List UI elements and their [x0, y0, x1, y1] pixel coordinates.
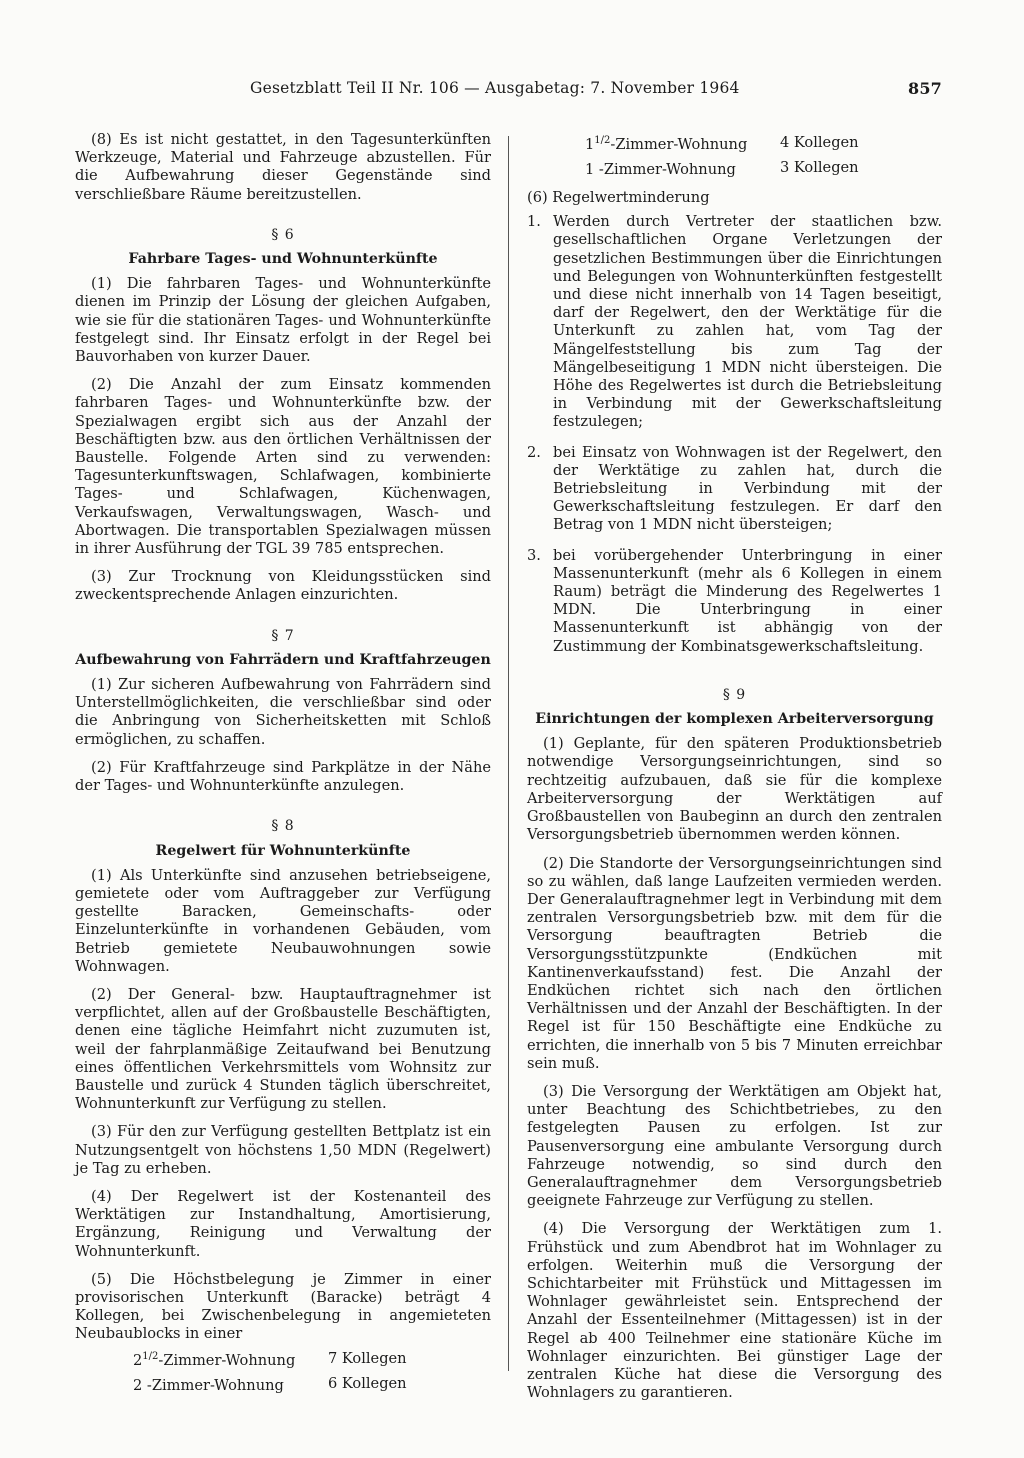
section-number-6: § 6 [271, 226, 295, 243]
room-row: $1^{1/2}-Zimmer$-Wohnung 4 Kollegen [585, 134, 859, 154]
page-number: 857 [908, 79, 942, 98]
paragraph-s8-3: (3) Für den zur Verfügung gestellten Bettplatz ist ein Nutzungsentgelt von höchstens 1,50 MDN (Regelwert) je Tag zu erheben. [75, 1123, 491, 1177]
list-item: 2. bei Einsatz von Wohnwagen ist der Regelwert, den der Werktätige zu zahlen hat, durch die Betriebsleitung in Verbindung mit der Gewerkschaftsleitung festzulegen. Er darf den Betrag von 1 MDN nicht übersteigen; [527, 443, 942, 534]
paragraph-s8-6: (6) Regelwertminderung [527, 189, 710, 206]
room-row: 1 -Zimmer-Wohnung 3 Kollegen [585, 159, 859, 179]
running-header [250, 79, 940, 97]
header-text: Gesetzblatt Teil II Nr. 106 — Ausgabetag: 7. November 1964 [250, 79, 740, 97]
paragraph-s9-4: (4) Die Versorgung der Werktätigen zum 1. Frühstück und zum Abendbrot hat im Wohnlager zu erfolgen. Weiterhin muß die Versorgung der Schichtarbeiter mit Frühstück und Mittagessen im Wohnlager gewährleistet sein. Entsprechend der Anzahl der Essenteilnehmer (Mittagessen) ist in der Regel ab 400 Teilnehmer eine stationäre Küche im Wohnlager einzurichten. Bei günstiger Lage der zentralen Küche hat diese die Versorgung des Wohnlagers zu garantieren. [527, 1220, 942, 1402]
paragraph-s5-8: (8) Es ist nicht gestattet, in den Tagesunterkünften Werkzeuge, Material und Fahrzeuge abzustellen. Für die Aufbewahrung dieser Gegenstände sind verschließbare Räume bereitzustellen. [75, 131, 491, 203]
list-item: 3. bei vorübergehender Unterbringung in einer Massenunterkunft (mehr als 6 Kollegen in einem Raum) beträgt die Minderung des Regelwertes 1 MDN. Die Unterbringung in einer Massenunterkunft ist abhängig von der Zustimmung der Kombinatsgewerkschaftsleitung. [527, 546, 942, 655]
right-column [527, 131, 942, 1412]
section-title-6: Fahrbare Tages- und Wohnunterkünfte [128, 251, 438, 268]
section-number-7: § 7 [271, 627, 295, 644]
section-title-7: Aufbewahrung von Fahrrädern und Kraftfahrzeugen [75, 651, 491, 668]
section-number-9: § 9 [722, 686, 747, 703]
paragraph-s9-3: (3) Die Versorgung der Werktätigen am Objekt hat, unter Beachtung des Schichtbetriebes, zu den festgelegten Pausen zu erfolgen. Ist zur Pausenversorgung eine ambulante Versorgung durch Fahrzeuge notwendig, so sind durch den Generalauftragnehmer dem Versorgungsbetrieb geeignete Fahrzeuge zur Verfügung zu stellen. [527, 1082, 942, 1210]
section-title-8: Regelwert für Wohnunterkünfte [155, 842, 411, 859]
room-row: 2 -Zimmer-Wohnung 6 Kollegen [133, 1374, 407, 1394]
paragraph-s8-1: (1) Als Unterkünfte sind anzusehen betriebseigene, gemietete oder vom Auftraggeber zur Verfügung gestellte Baracken, Gemeinschafts- oder Einzelunterkünfte in vorhandenen Gebäuden, vom Betrieb gemietete Neubauwohnungen sowie Wohnwagen. [75, 866, 491, 975]
paragraph-s8-4: (4) Der Regelwert ist der Kostenanteil des Werktätigen zur Instandhaltung, Amortisierung, Ergänzung, Reinigung und Verwaltung der Wohnunterkunft. [75, 1187, 491, 1260]
left-column [75, 131, 491, 1397]
list-item: 1. Werden durch Vertreter der staatlichen bzw. gesellschaftlichen Organe Verletzungen der gesetzlichen Bestimmungen über die Einrichtungen und Belegungen von Wohnunterkünften festgestellt und diese nicht innerhalb von 14 Tagen beseitigt, darf der Regelwert, den der Werktätige für die Unterkunft zu zahlen hat, vom Tag der Mängelfeststellung bis zum Tag der Mängelbeseitigung 1 MDN nicht übersteigen. Die Höhe des Regelwertes ist durch die Betriebsleitung in Verbindung mit der Gewerkschaftsleitung festzulegen; [527, 213, 942, 431]
section-number-8: § 8 [271, 818, 295, 835]
reduction-list [527, 213, 942, 656]
room-occupancy-table-left [133, 1347, 491, 1397]
paragraph-s8-2: (2) Der General- bzw. Hauptauftragnehmer ist verpflichtet, allen auf der Großbaustelle Beschäftigten, denen eine tägliche Heimfahrt nicht zuzumuten ist, weil der fahrplanmäßige Zeitaufwand bei Benutzung eines öffentlichen Verkehrsmittels vom Wohnsitz zur Baustelle und zurück 4 Stunden täglich überschreitet, Wohnunterkunft zur Verfügung zu stellen. [75, 985, 491, 1113]
column-divider [508, 136, 509, 1371]
paragraph-s9-2: (2) Die Standorte der Versorgungseinrichtungen sind so zu wählen, daß lange Laufzeiten vermieden werden. Der Generalauftragnehmer legt in Verbindung mit dem zentralen Versorgungsbetrieb bzw. mit dem für die Versorgung beauftragten Betrieb die Versorgungsstützpunkte (Endküchen mit Kantinenverkaufsstand) fest. Die Anzahl der Endküchen richtet sich nach den örtlichen Verhältnissen und der Anzahl der Beschäftigten. In der Regel ist für 150 Beschäftigte eine Endküche zu errichten, die innerhalb von 5 bis 7 Minuten erreichbar sein muß. [527, 854, 942, 1072]
paragraph-s7-2: (2) Für Kraftfahrzeuge sind Parkplätze in der Nähe der Tages- und Wohnunterkünfte anzulegen. [75, 758, 491, 795]
room-occupancy-table-right [585, 131, 942, 181]
paragraph-s9-1: (1) Geplante, für den späteren Produktionsbetrieb notwendige Versorgungseinrichtungen, sind so rechtzeitig aufzubauen, daß sie für die komplexe Arbeiterversorgung der Werktätigen auf Großbaustellen von Baubeginn an durch den zentralen Versorgungsbetrieb übernommen werden können. [527, 735, 942, 844]
paragraph-s6-1: (1) Die fahrbaren Tages- und Wohnunterkünfte dienen im Prinzip der Lösung der gleichen Aufgaben, wie sie für die stationären Tages- und Wohnunterkünfte festgelegt sind. Ihr Einsatz erfolgt in der Regel bei Bauvorhaben von kurzer Dauer. [75, 275, 491, 366]
room-row: $2^{1/2}-Zimmer$-Wohnung 7 Kollegen [133, 1349, 407, 1369]
paragraph-s6-2: (2) Die Anzahl der zum Einsatz kommenden fahrbaren Tages- und Wohnunterkünfte bzw. der Spezialwagen ergibt sich aus der Anzahl der Beschäftigten bzw. aus den örtlichen Verhältnissen der Baustelle. Folgende Arten sind zu verwenden: Tagesunterkunftswagen, Schlafwagen, kombinierte Tages- und Schlafwagen, Küchenwagen, Verkaufswagen, Verwaltungswagen, Wasch- und Abortwagen. Die transportablen Spezialwagen müssen in ihrer Ausführung der TGL 39 785 entsprechen. [75, 376, 491, 558]
paragraph-s6-3: (3) Zur Trocknung von Kleidungsstücken sind zweckentsprechende Anlagen einzurichten. [75, 568, 491, 604]
paragraph-s8-5: (5) Die Höchstbelegung je Zimmer in einer provisorischen Unterkunft (Baracke) beträgt 4 Kollegen, bei Zwischenbelegung in angemieteten Neubaublocks in einer [75, 1270, 491, 1343]
section-title-9: Einrichtungen der komplexen Arbeiterversorgung [535, 711, 934, 728]
paragraph-s7-1: (1) Zur sicheren Aufbewahrung von Fahrrädern sind Unterstellmöglichkeiten, die verschließbar sind oder die Anbringung von Sicherheitsketten mit Schloß ermöglichen, zu schaffen. [75, 676, 491, 748]
